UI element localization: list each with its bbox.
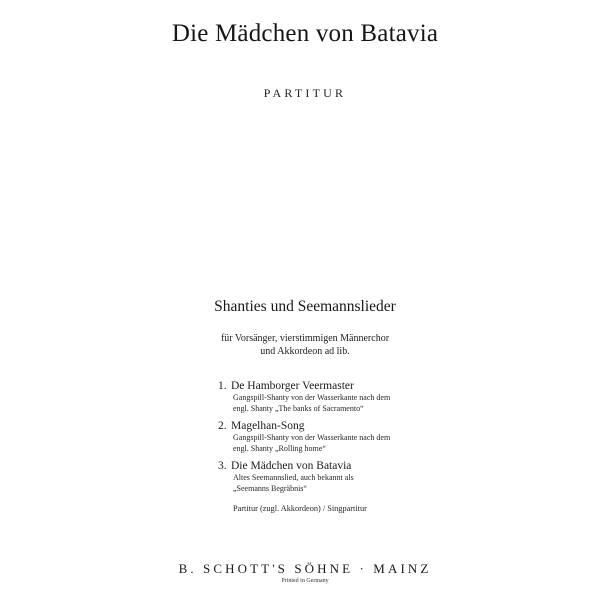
song-title: Magelhan-Song — [231, 420, 305, 432]
song-number: 1. — [218, 380, 227, 392]
instrumentation-line: und Akkordeon ad lib. — [260, 346, 350, 357]
song-description: Altes Seemannslied, auch bekannt als — [233, 473, 354, 482]
song-description: „Seemanns Begräbnis“ — [233, 483, 307, 493]
song-number: 3. — [218, 460, 227, 472]
edition-note: Partitur (zugl. Akkordeon) / Singpartitur — [233, 504, 367, 513]
publisher-name: B. SCHOTT'S SÖHNE · MAINZ — [178, 561, 432, 576]
instrumentation-line: für Vorsänger, vierstimmigen Männerchor — [220, 333, 390, 344]
printed-in-note: Printed in Germany — [281, 578, 329, 584]
song-description: engl. Shanty „Rolling home“ — [233, 443, 326, 453]
song-description: Gangspill-Shanty von der Wasserkante nach dem — [233, 393, 391, 402]
work-title: Die Mädchen von Batavia — [171, 20, 439, 47]
song-title: Die Mädchen von Batavia — [231, 460, 352, 472]
song-description: engl. Shanty „The banks of Sacramento“ — [233, 403, 364, 413]
score-type-label: PARTITUR — [263, 86, 347, 100]
song-list-item — [218, 379, 438, 414]
song-number: 2. — [218, 420, 227, 432]
song-list-item — [218, 459, 438, 494]
collection-title: Shanties und Seemannslieder — [214, 298, 396, 315]
song-title: De Hamborger Veermaster — [231, 380, 354, 392]
song-description: Gangspill-Shanty von der Wasserkante nach dem — [233, 433, 391, 442]
song-list-item — [218, 419, 438, 454]
song-list — [218, 379, 438, 499]
instrumentation-note — [0, 332, 610, 358]
